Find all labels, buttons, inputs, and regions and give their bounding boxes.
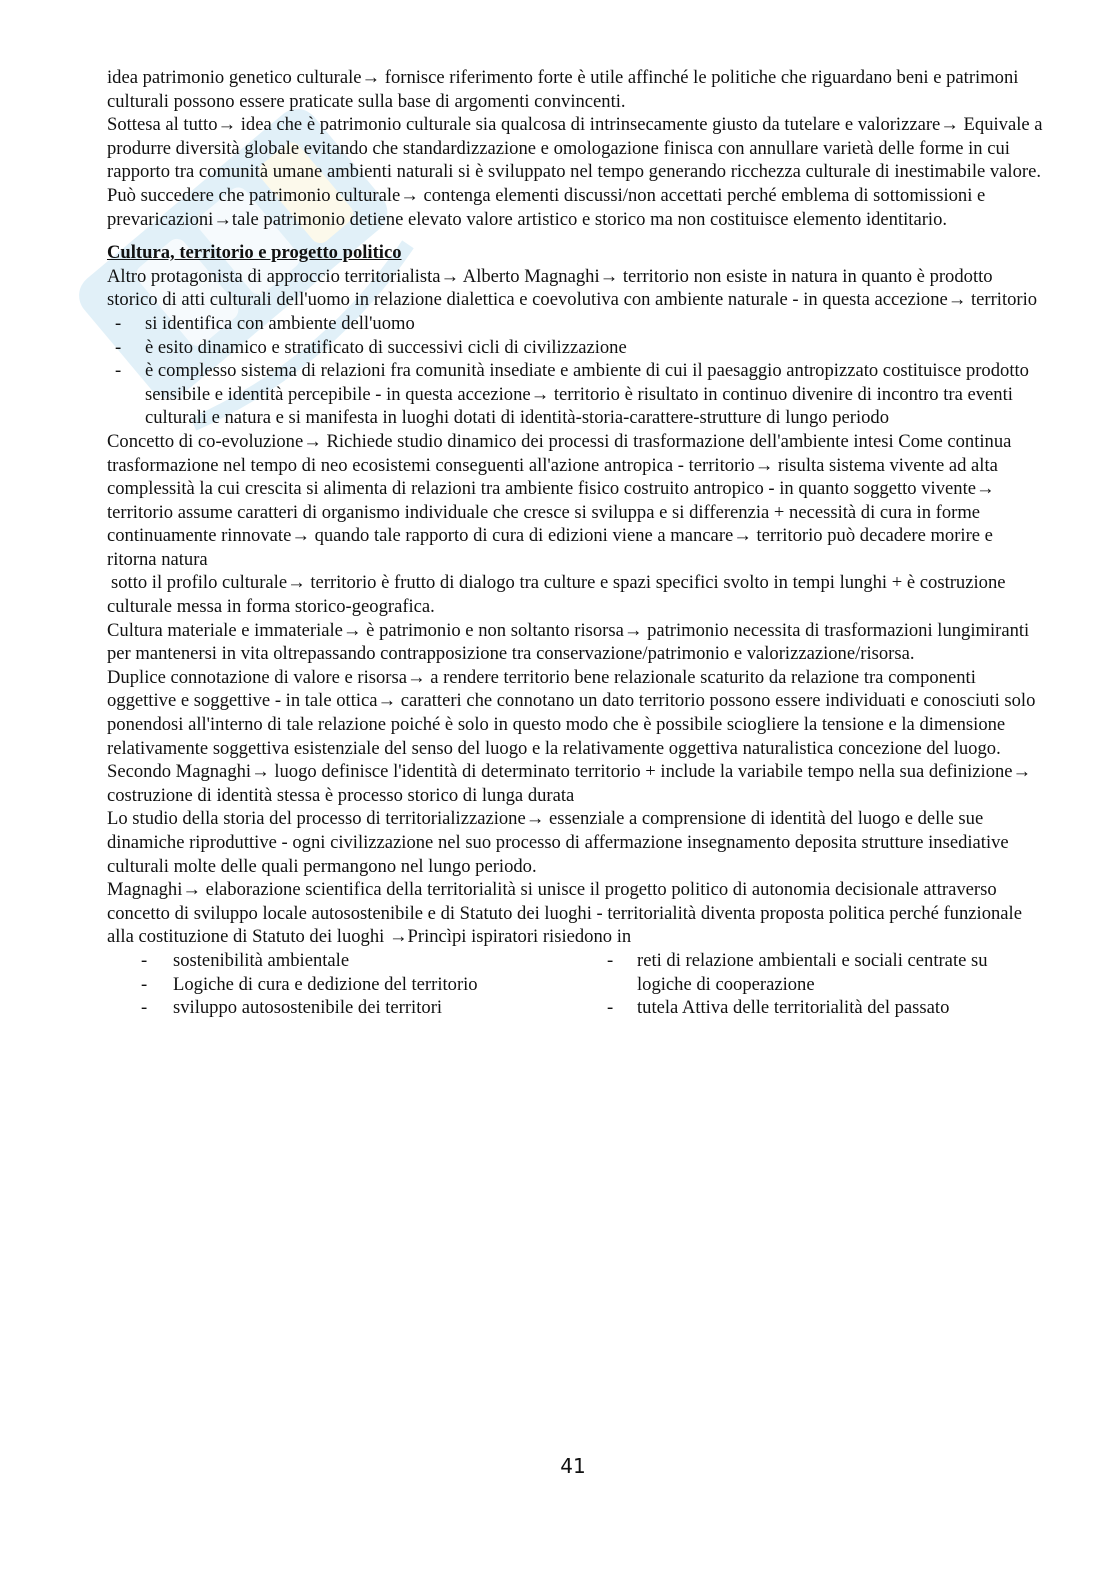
body-paragraph: Magnaghi→ elaborazione scientifica della territorialità si unisce il progetto politico di autonomia decisionale attraverso concetto di sviluppo locale autosostenibile e di Statuto dei luoghi - territorialità diventa proposta politica perché funzionale alla costituzione di Statuto dei luoghi →Princìpi ispiratori risiedono in <box>107 879 1022 948</box>
list-item: - reti di relazione ambientali e sociali centrate su logiche di cooperazione <box>607 949 1043 996</box>
list-item: - è esito dinamico e stratificato di successivi cicli di civilizzazione <box>107 336 1043 360</box>
principles-list-left <box>107 949 607 1020</box>
intro-paragraph: idea patrimonio genetico culturale→ fornisce riferimento forte è utile affinché le politiche che riguardano beni e patrimoni culturali possono essere praticate sulla base di argomenti convincenti. <box>107 67 1019 112</box>
principles-columns <box>107 949 1043 1020</box>
section-lead-paragraph: Altro protagonista di approccio territorialista→ Alberto Magnaghi→ territorio non esiste in natura in quanto è prodotto storico di atti culturali dell'uomo in relazione dialettica e coevolutiva con ambiente naturale - in questa accezione→ territorio <box>107 265 1038 311</box>
page-number: 41 <box>560 1454 586 1478</box>
document-page <box>107 66 1043 1020</box>
territory-bullet-list <box>107 312 1043 430</box>
section-heading: Cultura, territorio e progetto politico <box>107 242 402 264</box>
intro-paragraph: Sottesa al tutto→ idea che è patrimonio culturale sia qualcosa di intrinsecamente giusto da tutelare e valorizzare→ Equivale a produrre diversità globale evitando che standardizzazione e omologazione finisca con annullare varietà delle forme in cui rapporto tra comunità umane ambienti naturali si è sviluppato nel tempo generando ricchezza culturale di inestimabile valore. <box>107 114 1043 183</box>
intro-paragraph: Può succedere che patrimonio culturale→ contenga elementi discussi/non accettati perché emblema di sottomissioni e prevaricazioni→tale patrimonio detiene elevato valore artistico e storico ma non costituisce elemento identitario. <box>107 184 986 230</box>
list-item: - tutela Attiva delle territorialità del passato <box>607 996 1043 1020</box>
body-paragraph: Lo studio della storia del processo di territorializzazione→ essenziale a comprensione di identità del luogo e delle sue dinamiche riproduttive - ogni civilizzazione nel suo processo di affermazione insegnamento deposita strutture insediative culturali molte delle quali permangono nel lungo periodo. <box>107 808 1009 877</box>
body-paragraph: Secondo Magnaghi→ luogo definisce l'identità di determinato territorio + include la variabile tempo nella sua definizione→ costruzione di identità stessa è processo storico di lunga durata <box>107 761 1032 806</box>
principles-right-column <box>607 949 1043 1020</box>
list-item: - sostenibilità ambientale <box>107 949 607 973</box>
list-item: - sviluppo autosostenibile dei territori <box>107 996 607 1020</box>
principles-list-right <box>607 949 1043 1020</box>
body-paragraph: Concetto di co-evoluzione→ Richiede studio dinamico dei processi di trasformazione dell'ambiente intesi Come continua trasformazione nel tempo di neo ecosistemi conseguenti all'azione antropica - territorio→ risulta sistema vivente ad alta complessità la cui crescita si alimenta di relazioni tra ambiente fisico costruito antropico - in quanto soggetto vivente→ territorio assume caratteri di organismo individuale che cresce si sviluppa e si differenzia + necessità di cura in forme continuamente rinnovate→ quando tale rapporto di cura di edizioni viene a mancare→ territorio può decadere morire e ritorna natura <box>107 430 1012 570</box>
list-item: - è complesso sistema di relazioni fra comunità insediate e ambiente di cui il paesaggio antropizzato costituisce prodotto sensibile e identità percepibile - in questa accezione→ territorio è risultato in continuo divenire di incontro tra eventi culturali e natura e si manifesta in luoghi dotati di identità-storia-carattere-strutture di lungo periodo <box>107 359 1043 430</box>
list-item: - Logiche di cura e dedizione del territorio <box>107 973 607 997</box>
body-paragraph: sotto il profilo culturale→ territorio è frutto di dialogo tra culture e spazi specifici svolto in tempi lunghi + è costruzione culturale messa in forma storico-geografica. <box>107 572 1006 618</box>
principles-left-column <box>107 949 607 1020</box>
body-paragraph: Cultura materiale e immateriale→ è patrimonio e non soltanto risorsa→ patrimonio necessita di trasformazioni lungimiranti per mantenersi in vita oltrepassando contrapposizione tra conservazione/patrimonio e valorizzazione/risorsa. <box>107 619 1030 665</box>
list-item: - si identifica con ambiente dell'uomo <box>107 312 1043 336</box>
body-paragraph: Duplice connotazione di valore e risorsa→ a rendere territorio bene relazionale scaturito da relazione tra componenti oggettive e soggettive - in tale ottica→ caratteri che connotano un dato territorio possono essere individuati e conosciuti solo ponendosi all'interno di tale relazione poiché è solo in questo modo che è possibile sciogliere la tensione e la dimensione relativamente soggettiva esistenziale del senso del luogo e la relativamente oggettiva naturalistica concezione del luogo. <box>107 666 1036 759</box>
